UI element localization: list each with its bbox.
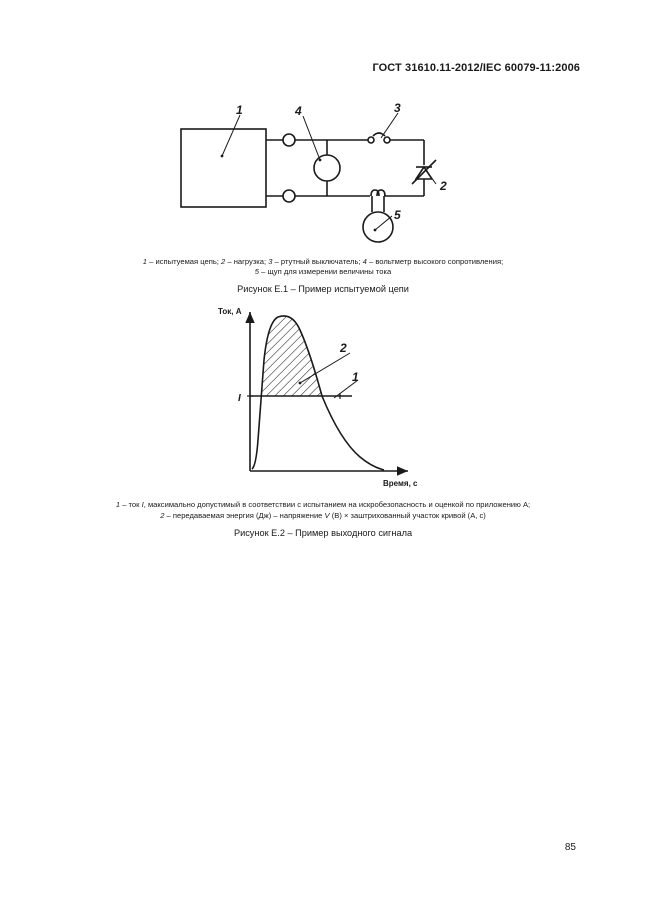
label-3: 3 xyxy=(394,101,401,115)
tested-circuit-box xyxy=(181,129,266,207)
figure1-legend-line2: 5 – щуп для измерении величины тока xyxy=(254,267,392,276)
terminal-top xyxy=(283,134,295,146)
figure2-legend-line1: 1 – ток I, максимально допустимый в соответствии с испытанием на искробезопасность и оценкой по приложению А; xyxy=(115,500,531,509)
page-number: 85 xyxy=(564,842,576,853)
figure2-legend-line2: 2 – передаваемая энергия (Дж) – напряжение V (В) × заштрихованный участок кривой (А, с) xyxy=(160,511,486,520)
label-1: 1 xyxy=(236,103,243,117)
figure1-legend-line1: 1 – испытуемая цепь; 2 – нагрузка; 3 – ртутный выключатель; 4 – вольтметр высокого сопротивления; xyxy=(142,257,504,266)
current-label-I: I xyxy=(238,393,241,404)
y-axis-label: Ток, А xyxy=(218,307,242,316)
x-axis-label: Время, с xyxy=(383,479,418,488)
figure2-title: Рисунок Е.2 – Пример выходного сигнала xyxy=(233,528,413,538)
label-4: 4 xyxy=(295,104,302,118)
figure1-title: Рисунок Е.1 – Пример испытуемой цепи xyxy=(237,284,409,294)
test-circuit-diagram xyxy=(181,113,436,242)
mercury-switch-contact-right xyxy=(384,137,390,143)
label-2: 2 xyxy=(440,179,447,193)
label-5: 5 xyxy=(394,208,401,222)
mercury-switch-contact-left xyxy=(368,137,374,143)
document-header: ГОСТ 31610.11-2012/IEC 60079-11:2006 xyxy=(372,62,580,74)
voltmeter-4 xyxy=(314,155,340,181)
terminal-bottom xyxy=(283,190,295,202)
label-2-energy: 2 xyxy=(340,341,347,355)
label-1-current: 1 xyxy=(352,370,359,384)
output-signal-chart xyxy=(247,312,408,471)
